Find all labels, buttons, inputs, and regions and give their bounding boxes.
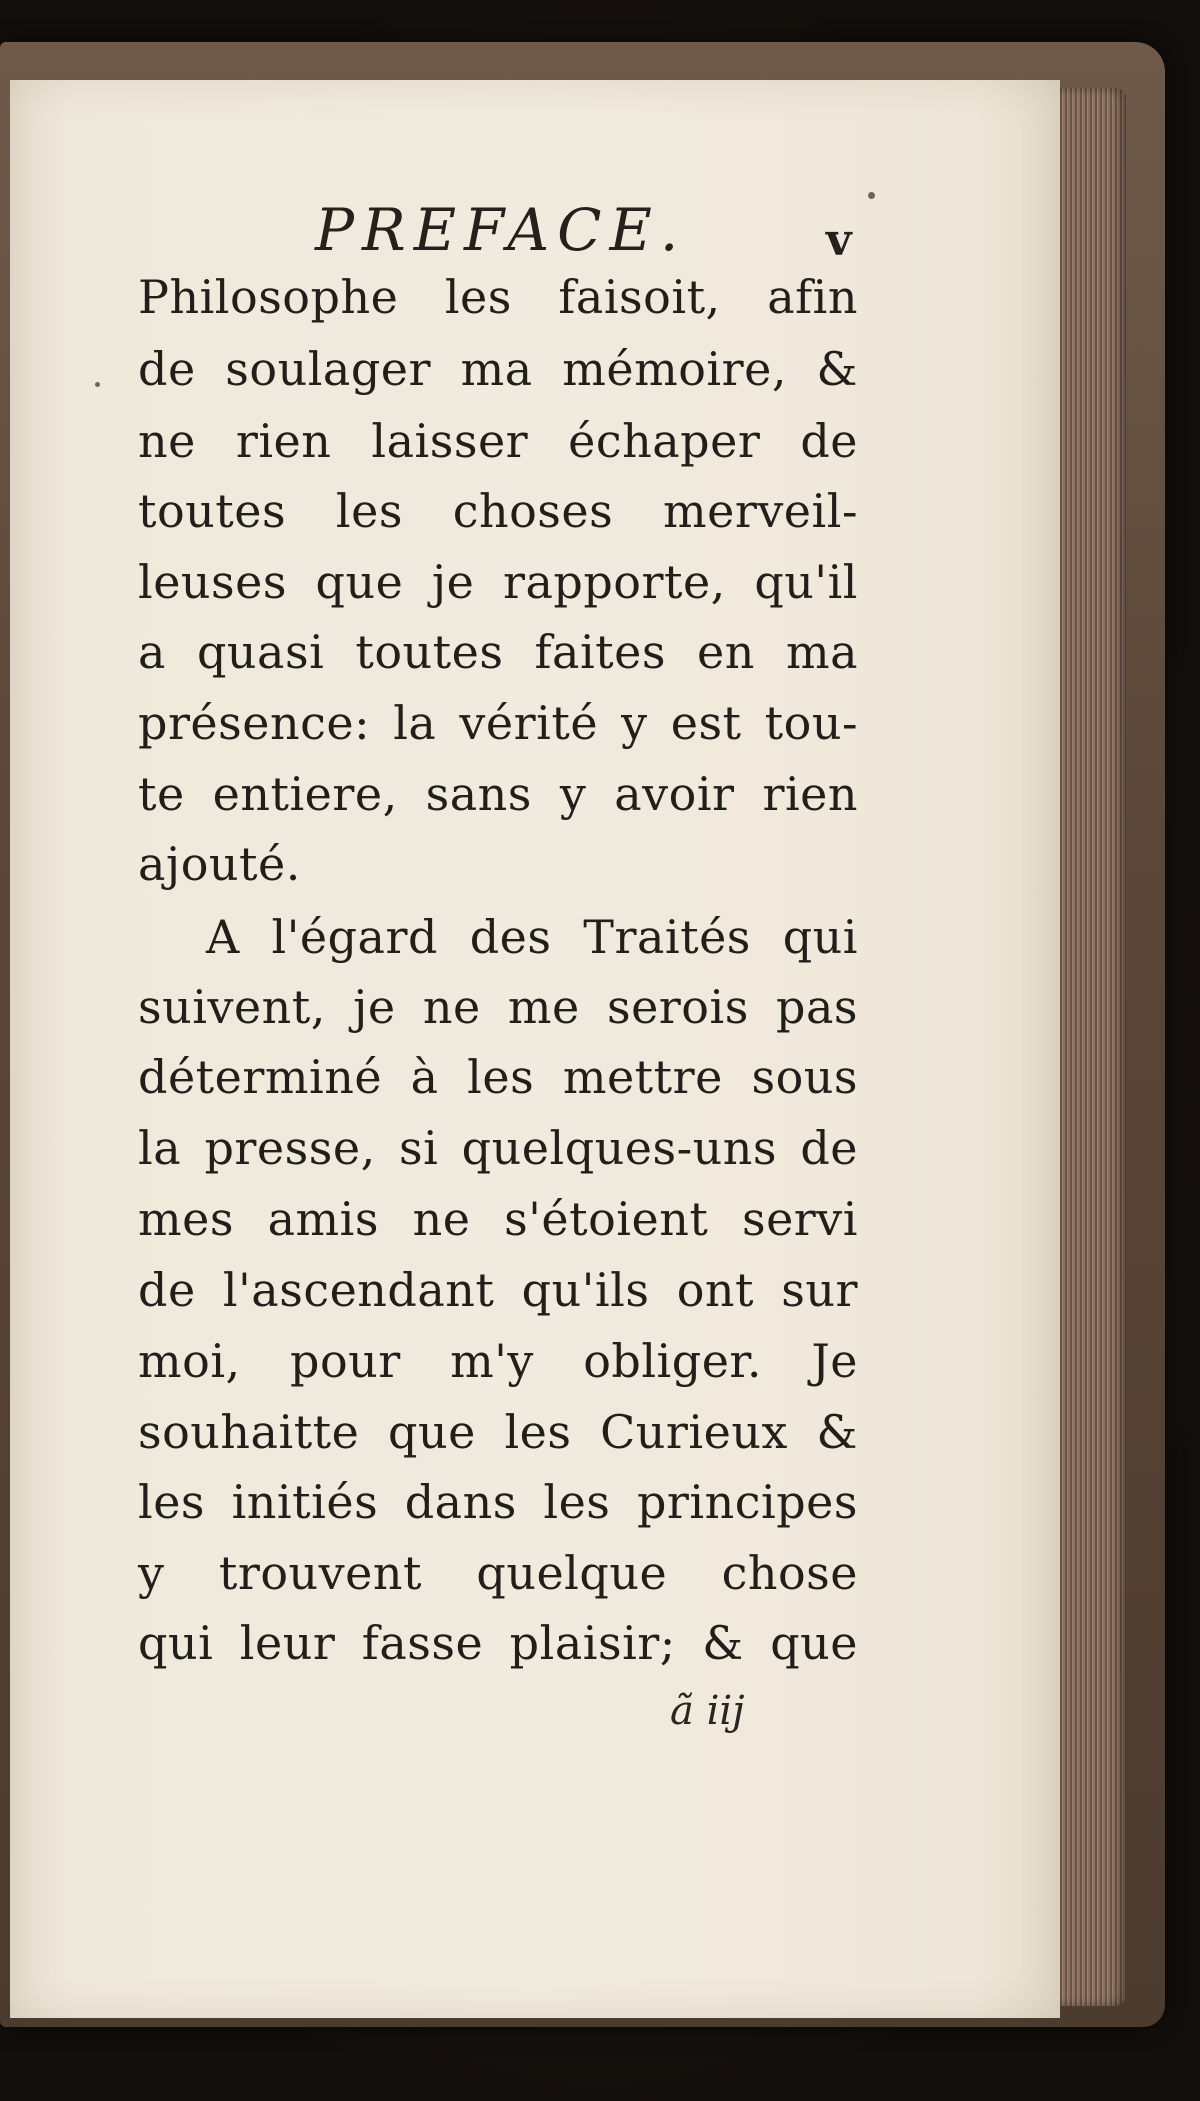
text-line: y trouvent quelque chose [138,1546,858,1600]
text-line: moi, pour m'y obliger. Je [138,1334,858,1388]
text-line: présence: la vérité y est tou- [138,696,858,750]
text-line: toutes les choses merveil- [138,484,858,538]
text-line: suivent, je ne me serois pas [138,980,858,1034]
text-line: leuses que je rapporte, qu'il [138,555,858,609]
text-line: de l'ascendant qu'ils ont sur [138,1263,858,1317]
text-line: te entiere, sans y avoir rien [138,767,858,821]
running-title: PREFACE. [315,196,687,264]
text-line: la presse, si quelques-uns de [138,1121,858,1175]
signature-mark: ã iij [670,1688,745,1734]
text-line: mes amis ne s'étoient servi [138,1192,858,1246]
text-line: de soulager ma mémoire, & [138,342,858,396]
page-number: v [826,215,852,266]
text-line: ajouté. [138,837,301,891]
text-line: souhaitte que les Curieux & [138,1405,858,1459]
text-line: déterminé à les mettre sous [138,1050,858,1104]
text-line: qui leur fasse plaisir; & que [138,1616,858,1670]
ink-speck [95,382,100,387]
page-fore-edge [1058,88,1126,2006]
text-line: A l'égard des Traités qui [206,910,858,964]
text-line: Philosophe les faisoit, afin [138,270,858,324]
text-line: a quasi toutes faites en ma [138,625,858,679]
ink-speck [868,192,875,199]
text-line: ne rien laisser échaper de [138,414,858,468]
text-line: les initiés dans les principes [138,1475,858,1529]
